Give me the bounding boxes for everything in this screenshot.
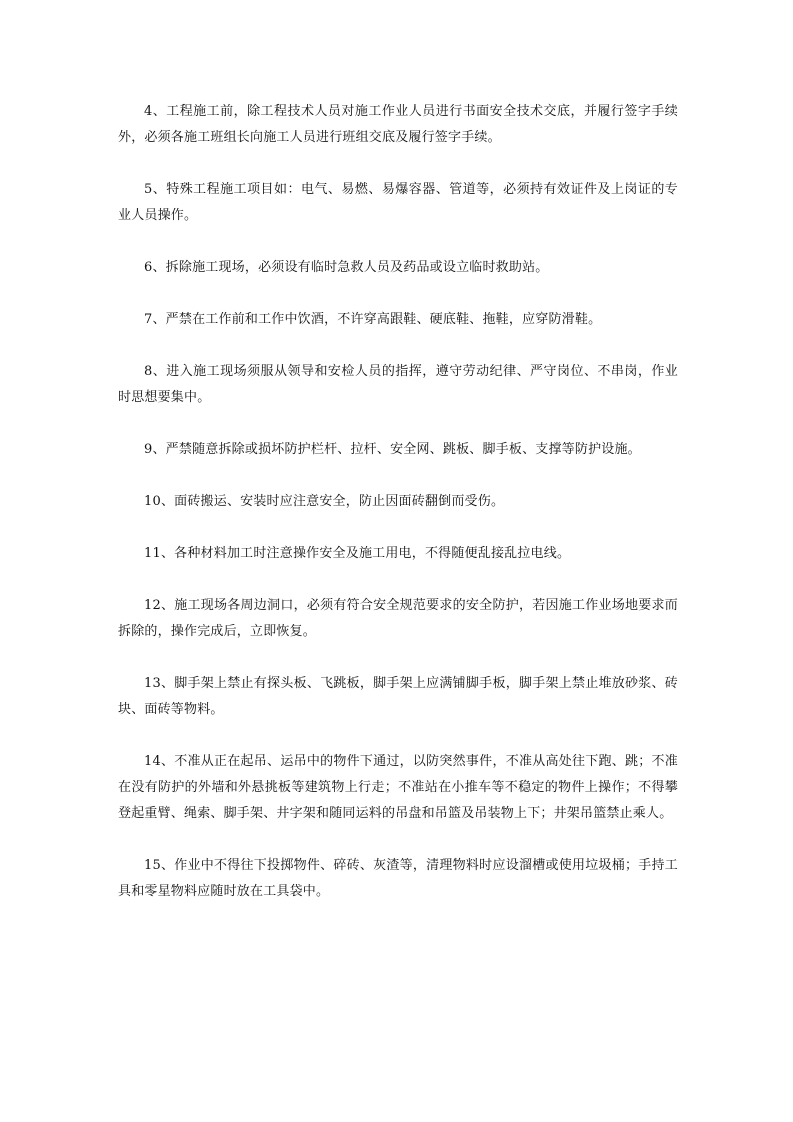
document-body — [118, 99, 678, 905]
paragraph-item-7: 7、严禁在工作前和工作中饮酒，不许穿高跟鞋、硬底鞋、拖鞋，应穿防滑鞋。 — [144, 312, 602, 327]
paragraph-item-4: 4、工程施工前，除工程技术人员对施工作业人员进行书面安全技术交底，并履行签字手续外，必须各施工班组长向施工人员进行班组交底及履行签字手续。 — [118, 104, 678, 145]
paragraph-item-5: 5、特殊工程施工项目如：电气、易燃、易爆容器、管道等，必须持有效证件及上岗证的专业人员操作。 — [118, 182, 678, 223]
paragraph-item-6: 6、拆除施工现场，必须设有临时急救人员及药品或设立临时救助站。 — [144, 260, 549, 275]
paragraph-item-11: 11、各种材料加工时注意操作安全及施工用电，不得随便乱接乱拉电线。 — [144, 546, 571, 561]
paragraph-item-12: 12、施工现场各周边洞口，必须有符合安全规范要求的安全防护，若因施工作业场地要求而拆除的，操作完成后，立即恢复。 — [118, 598, 678, 639]
paragraph-item-14: 14、不准从正在起吊、运吊中的物件下通过，以防突然事件，不准从高处往下跑、跳；不准在没有防护的外墙和外悬挑板等建筑物上行走；不准站在小推车等不稳定的物件上操作；不得攀登起重臂、绳索、脚手架、井字架和随同运料的吊盘和吊篮及吊装物上下；井架吊篮禁止乘人。 — [118, 754, 678, 821]
paragraph-item-13: 13、脚手架上禁止有探头板、飞跳板，脚手架上应满铺脚手板，脚手架上禁止堆放砂浆、砖块、面砖等物料。 — [118, 676, 678, 717]
paragraph-item-9: 9、严禁随意拆除或损坏防护栏杆、拉杆、安全网、跳板、脚手板、支撑等防护设施。 — [144, 442, 641, 457]
paragraph-item-10: 10、面砖搬运、安装时应注意安全，防止因面砖翻倒而受伤。 — [144, 494, 505, 509]
paragraph-item-15: 15、作业中不得往下投掷物件、碎砖、灰渣等，清理物料时应设溜槽或使用垃圾桶；手持工具和零星物料应随时放在工具袋中。 — [118, 858, 678, 899]
paragraph-item-8: 8、进入施工现场须服从领导和安检人员的指挥，遵守劳动纪律、严守岗位、不串岗，作业时思想要集中。 — [118, 364, 678, 405]
